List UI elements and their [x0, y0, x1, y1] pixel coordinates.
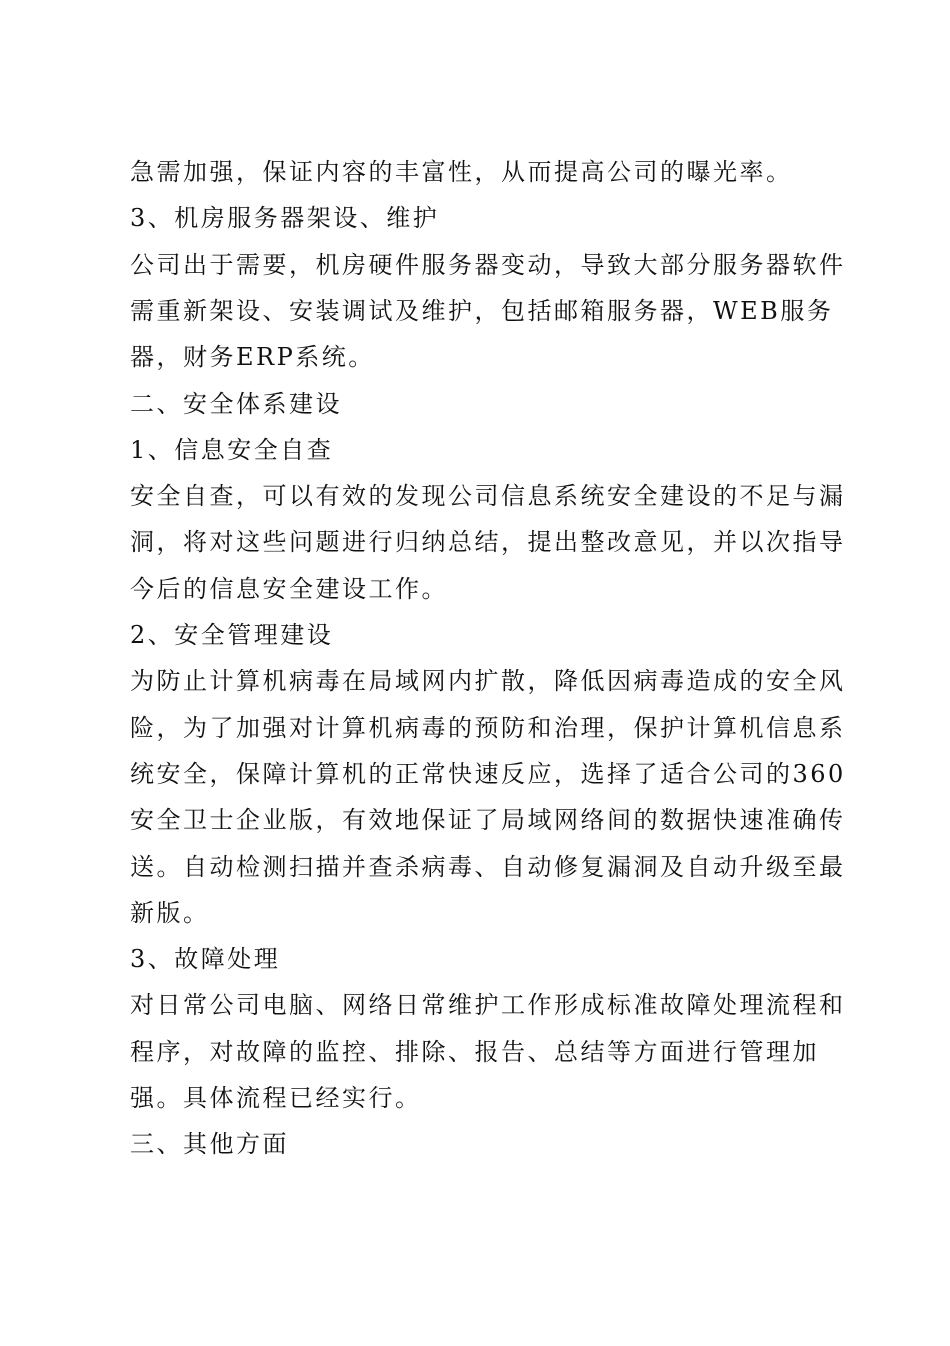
paragraph-line: 安全自查，可以有效的发现公司信息系统安全建设的不足与漏	[130, 482, 846, 511]
section-heading: 三、其他方面	[130, 1130, 289, 1159]
paragraph-line: 对日常公司电脑、网络日常维护工作形成标准故障处理流程和	[130, 991, 846, 1020]
paragraph-line: 需重新架设、安装调试及维护，包括邮箱服务器，WEB服务	[130, 296, 834, 325]
paragraph-line: 洞，将对这些问题进行归纳总结，提出整改意见，并以次指导	[130, 528, 846, 557]
paragraph-line: 公司出于需要，机房硬件服务器变动，导致大部分服务器软件	[130, 250, 846, 279]
section-heading: 2、安全管理建设	[130, 621, 334, 649]
paragraph-line: 送。自动检测扫描并查杀病毒、自动修复漏洞及自动升级至最	[130, 852, 846, 881]
paragraph-line: 程序，对故障的监控、排除、报告、总结等方面进行管理加	[130, 1037, 819, 1066]
paragraph-line: 今后的信息安全建设工作。	[130, 574, 448, 603]
paragraph-line: 安全卫士企业版，有效地保证了局域网络间的数据快速准确传	[130, 806, 846, 835]
paragraph-line: 险，为了加强对计算机病毒的预防和治理，保护计算机信息系	[130, 713, 846, 742]
paragraph-line: 新版。	[130, 898, 210, 927]
section-heading: 3、机房服务器架设、维护	[130, 204, 440, 233]
section-heading: 1、信息安全自查	[130, 435, 334, 464]
paragraph-line: 急需加强，保证内容的丰富性，从而提高公司的曝光率。	[130, 158, 793, 186]
section-heading: 二、安全体系建设	[130, 389, 342, 418]
paragraph-line: 为防止计算机病毒在局域网内扩散，降低因病毒造成的安全风	[130, 667, 846, 696]
section-heading: 3、故障处理	[130, 945, 281, 974]
paragraph-line: 器，财务ERP系统。	[130, 343, 375, 372]
paragraph-line: 统安全，保障计算机的正常快速反应，选择了适合公司的360	[130, 759, 846, 788]
paragraph-line: 强。具体流程已经实行。	[130, 1084, 422, 1112]
